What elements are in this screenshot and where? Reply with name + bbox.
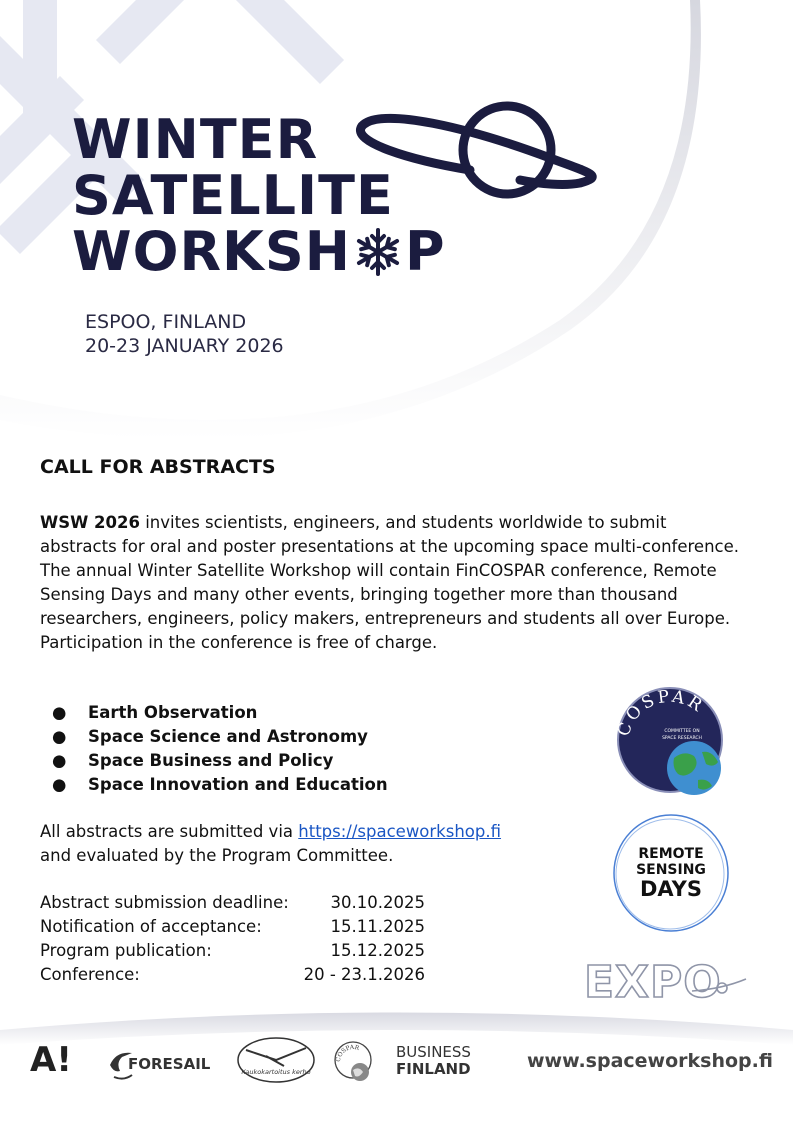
submission-link[interactable]: https://spaceworkshop.fi: [298, 822, 502, 841]
cospar-small-logo: [333, 1040, 373, 1084]
topics-list: [52, 701, 388, 797]
list-item: [52, 725, 388, 749]
submission-prefix: All abstracts are submitted via: [40, 822, 299, 841]
event-location: [85, 310, 284, 358]
deadline-row: [40, 963, 425, 987]
remote-sensing-days-logo: [610, 812, 732, 934]
rsd-line1: REMOTE: [638, 846, 704, 862]
deadline-row: [40, 915, 425, 939]
svg-text:COSPAR: [335, 1044, 360, 1063]
deadline-value: 30.10.2025: [330, 893, 425, 912]
deadline-label: Conference:: [40, 965, 140, 984]
website-url[interactable]: www.spaceworkshop.fi: [527, 1050, 773, 1072]
cospar-small-text: COSPAR: [334, 1043, 360, 1063]
cospar-sub1: COMMITTEE ON: [664, 729, 700, 734]
deadline-label: Notification of acceptance:: [40, 917, 262, 936]
list-item: [52, 701, 388, 725]
title-line-workshop: [72, 220, 446, 283]
bullet: ●: [52, 751, 67, 770]
rsd-line3: DAYS: [639, 877, 703, 901]
deadline-label: Abstract submission deadline:: [40, 893, 289, 912]
business-finland-logo: [396, 1044, 471, 1078]
event-title: [72, 108, 446, 283]
rsd-line2: SENSING: [636, 862, 706, 878]
kaukokartoitus-kerho-logo: [236, 1036, 316, 1084]
kerho-text: Kaukokartoitus kerho: [241, 1068, 311, 1076]
deadline-row: [40, 891, 425, 915]
foresail-logo: [106, 1043, 226, 1083]
list-item: [52, 749, 388, 773]
cospar-sub2: SPACE RESEARCH: [662, 736, 702, 741]
title-workshop-part2: P: [404, 220, 446, 283]
title-workshop-part1: WORKSH: [72, 220, 351, 283]
bullet: ●: [52, 703, 67, 722]
deadline-row: [40, 939, 425, 963]
aalto-logo: A!: [30, 1040, 72, 1080]
submission-suffix: and evaluated by the Program Committee.: [40, 846, 394, 865]
expo-logo: [582, 955, 748, 1005]
bullet: ●: [52, 775, 67, 794]
deadlines-table: [40, 891, 425, 987]
snowflake-icon: [353, 227, 403, 277]
cospar-logo: [614, 684, 726, 798]
deadline-label: Program publication:: [40, 941, 212, 960]
location-city: ESPOO, FINLAND: [85, 311, 247, 333]
title-line-winter: WINTER: [72, 108, 319, 171]
bullet: ●: [52, 727, 67, 746]
topic-label: Earth Observation: [88, 703, 258, 722]
intro-paragraph: [40, 511, 740, 655]
deadline-value: 20 - 23.1.2026: [303, 965, 425, 984]
deadline-value: 15.12.2025: [330, 941, 425, 960]
topic-label: Space Science and Astronomy: [88, 727, 368, 746]
expo-text: EXPO: [584, 957, 722, 1005]
title-line-satellite: SATELLITE: [72, 164, 394, 227]
topic-label: Space Business and Policy: [88, 751, 334, 770]
list-item: [52, 773, 388, 797]
topic-label: Space Innovation and Education: [88, 775, 388, 794]
intro-text: invites scientists, engineers, and students worldwide to submit abstracts for oral and poster presentations at the upcoming space multi-conference. The annual Winter Satellite Workshop will contain FinCOSPAR conference, Remote Sensing Days and many other events, bringing together more than thousand researchers, engineers, policy makers, entrepreneurs and students all over Europe. Participation in the conference is free of charge.: [40, 513, 739, 652]
location-dates: 20-23 JANUARY 2026: [85, 335, 284, 357]
foresail-text: FORESAIL: [128, 1055, 211, 1073]
business-finland-line2: FINLAND: [396, 1060, 471, 1078]
cospar-logo-text: COSPAR: [614, 686, 708, 739]
business-finland-line1: BUSINESS: [396, 1043, 471, 1061]
intro-bold: WSW 2026: [40, 513, 140, 532]
deadline-value: 15.11.2025: [330, 917, 425, 936]
call-heading: CALL FOR ABSTRACTS: [40, 456, 276, 478]
submission-info: [40, 820, 501, 868]
